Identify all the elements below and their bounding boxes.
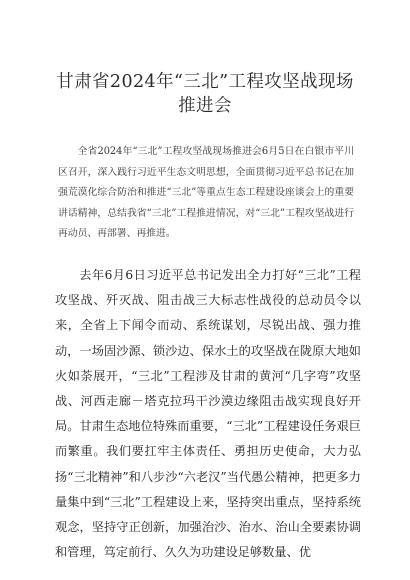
lead-paragraph: 全省2024年“三北”工程攻坚战现场推进会6月5日在白银市平川区召开，深入践行习近平生态文明思想，全面贯彻习近平总书记在加强荒漠化综合防治和推进“三北”等重点生态工程建设座谈会上的重要讲话精神，总结我省“三北”工程推进情况，对“三北”工程攻坚战进行再动员、再部署、再推进。	[58, 146, 354, 239]
document-title: 甘肃省2024年“三北”工程攻坚战现场推进会	[56, 72, 354, 116]
body-paragraph: 去年6月6日习近平总书记发出全力打好“三北”工程攻坚战、歼灭战、阻击战三大标志性战役的总动员令以来，全省上下闻令而动、系统谋划，尽锐出战、强力推动，一场固沙源、锁沙边、保水土的攻坚战在陇原大地如火如荼展开，“三北”工程涉及甘肃的黄河“几字弯”攻坚战、河西走廊－塔克拉玛干沙漠边缘阻击战实现良好开局。甘肃生态地位特殊而重要，“三北”工程建设任务艰巨而繁重。我们要扛牢主体责任、勇担历史使命，大力弘扬“三北精神”和八步沙“六老汉”当代愚公精神，把更多力量集中到“三北”工程建设上来，坚持突出重点，坚持系统观念，坚持守正创新，加强治沙、治水、治山全要素协调和管理，笃定前行、久久为功建设足够数量、优	[55, 268, 361, 560]
